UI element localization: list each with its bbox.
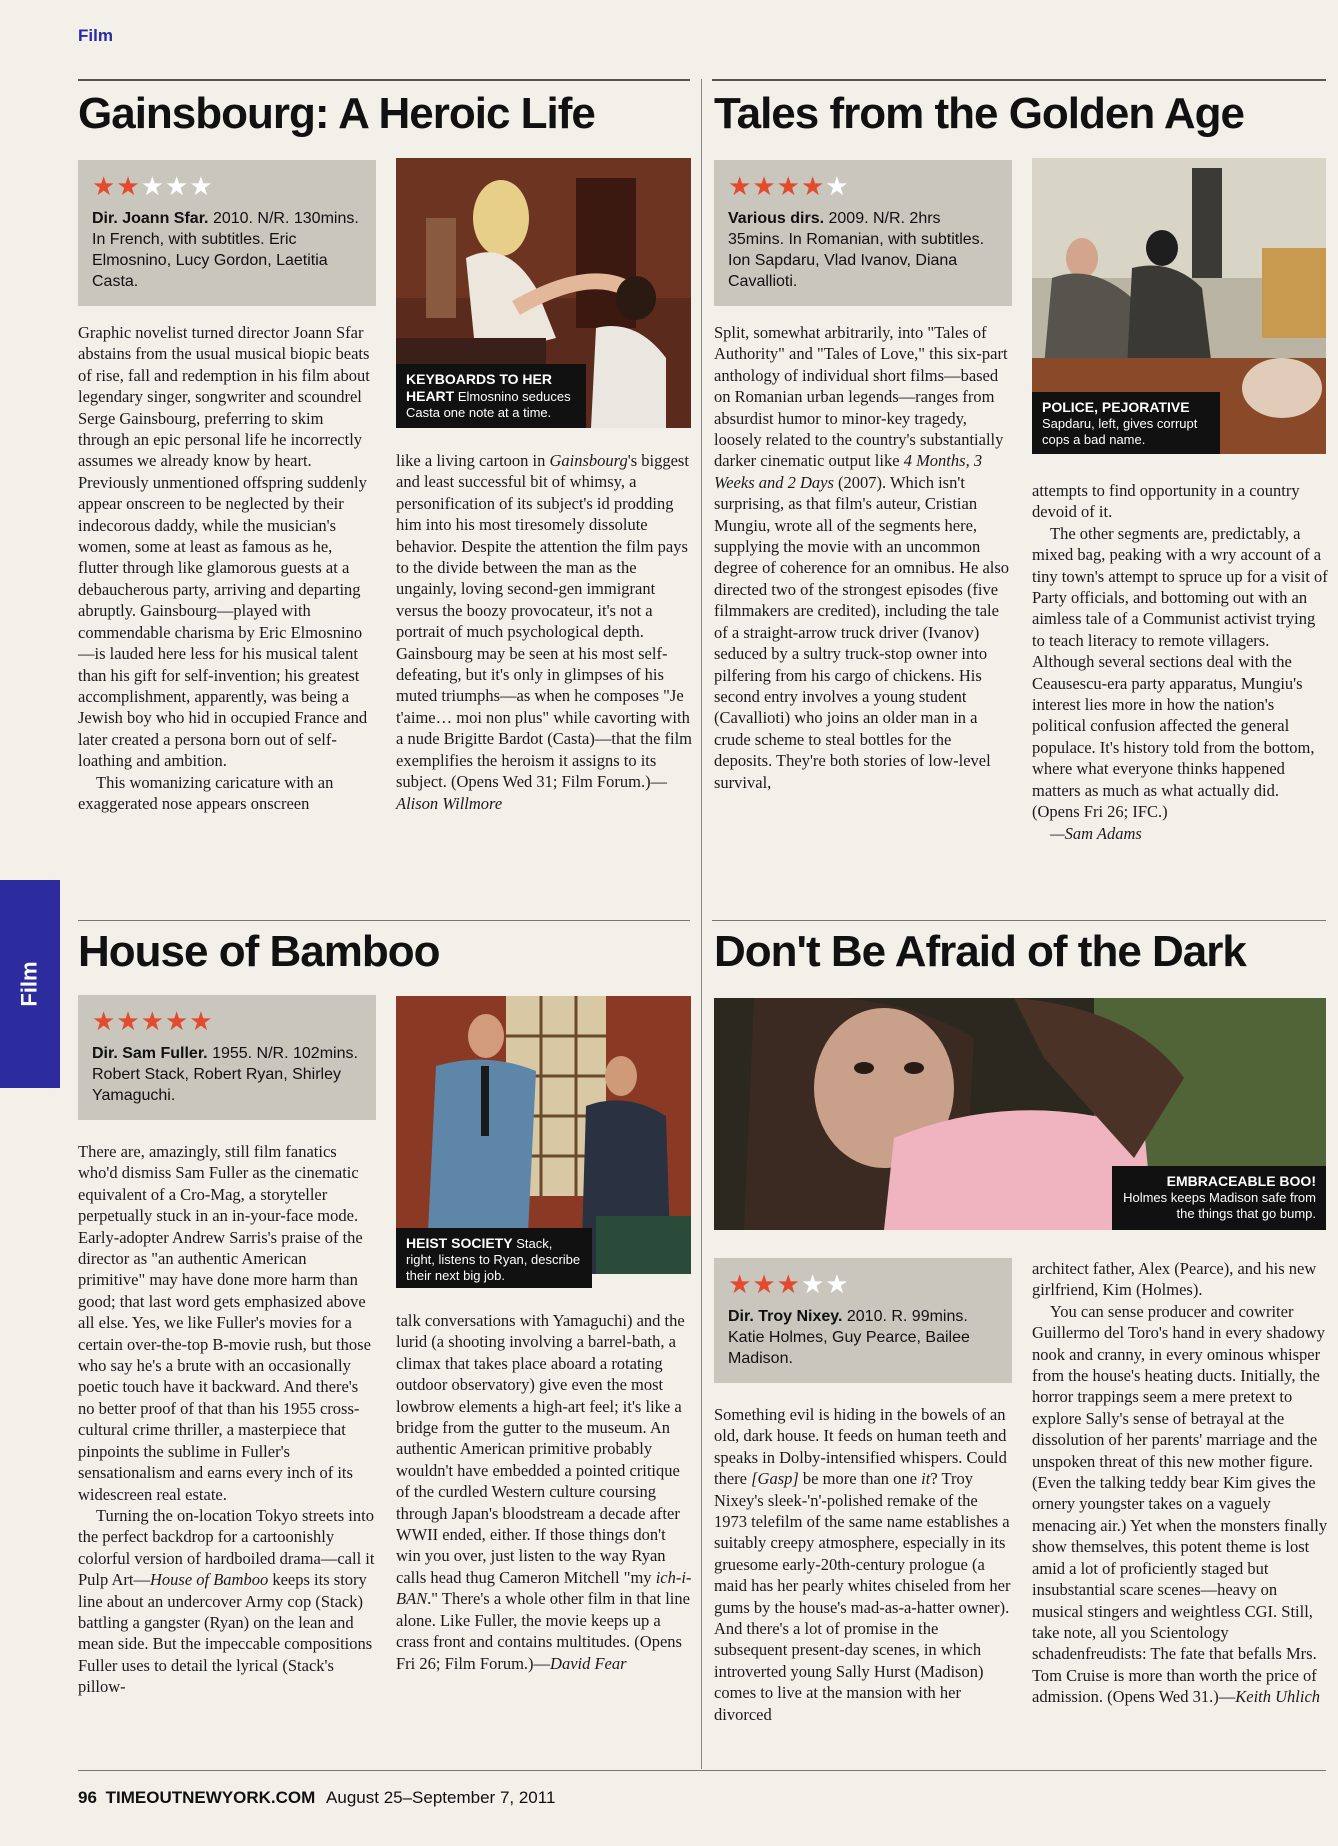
star-icon: ★ (728, 171, 753, 201)
review-director: Dir. Troy Nixey. (728, 1308, 843, 1325)
body-paragraph (714, 1404, 1012, 1725)
star-icon: ★ (800, 1269, 826, 1299)
review-title: Gainsbourg: A Heroic Life (78, 89, 595, 138)
page-footer (78, 1788, 555, 1808)
review-body-column (396, 1310, 692, 1674)
caption-text: Sapdaru, left, gives corrupt cops a bad name. (1042, 416, 1198, 447)
review-infobox (78, 160, 376, 306)
body-text: keeps its story line about an undercover Army cop (Stack) battling a gangster (Ryan) on the lean and mean side. But the impeccable compositions Fuller uses to detail the lyrical (Stack's pillow- (78, 1570, 373, 1697)
star-icon: ★ (728, 1269, 753, 1299)
body-italic: 4 Months, 3 Weeks and 2 Days (714, 451, 983, 492)
review-byline: David Fear (550, 1653, 627, 1673)
review-byline: Keith Uhlich (1235, 1687, 1321, 1707)
star-icon: ★ (752, 1269, 777, 1299)
body-paragraph: The other segments are, predictably, a mixed bag, peaking with a wry account of a tiny town's attempt to spruce up for a visit of Party officials, and bottoming out with an aimless tale of a Communist activist trying to teach literacy to remote villagers. Although several sections deal with the Ceausescu-era party apparatus, Mungiu's interest lies more in how the nation's political confusion affected the general populace. It's history told from the bottom, where what everyone thinks happened matters as much as what actually did. (Opens Fri 26; IFC.) (1032, 523, 1328, 822)
top-rule-right (712, 79, 1326, 81)
body-text: Split, somewhat arbitrarily, into "Tales of Authority" and "Tales of Love," this six-part anthology of individual short films—based on Romanian urban legends—ranges from absurdist humor to minor-key tragedy, loosely related to the country's substantially darker cinematic output like (714, 323, 1008, 471)
review-director: Dir. Sam Fuller. (92, 1045, 208, 1062)
review-director: Dir. Joann Sfar. (92, 210, 209, 227)
star-icon: ★ (140, 171, 165, 201)
review-byline (1032, 823, 1328, 844)
caption-heading: EMBRACEABLE BOO! (1166, 1173, 1316, 1189)
review-director: Various dirs. (728, 210, 825, 227)
star-icon: ★ (164, 171, 190, 201)
review-body-column (714, 322, 1012, 793)
star-icon: ★ (92, 1006, 117, 1036)
review-infobox (714, 1258, 1012, 1383)
star-icon: ★ (116, 171, 141, 201)
photo-caption (396, 1228, 592, 1288)
section-label: Film (78, 26, 113, 45)
star-icon: ★ (776, 1269, 801, 1299)
review-details: 2010. R. 99mins. Katie Holmes, Guy Pearce, Bailee Madison. (728, 1308, 970, 1367)
review-title: Tales from the Golden Age (714, 89, 1244, 138)
photo-caption (1112, 1166, 1326, 1230)
caption-heading: POLICE, PEJORATIVE (1042, 399, 1190, 415)
review-details: 2009. N/R. 2hrs 35mins. In Romanian, with subtitles. Ion Sapdaru, Vlad Ivanov, Diana Cavallioti. (728, 210, 985, 290)
body-text: talk conversations with Yamaguchi) and the lurid (a shooting involving a barrel-bath, a climax that takes place aboard a rotating outdoor observatory) give even the most lowbrow elements a high-art feel; it's like a bridge from the gutter to the museum. An authentic American primitive probably wouldn't have embedded a pointed critique of the curdled Western culture coursing through Japan's bloodstream a decade after WWII ended, either. If those things don't win you over, just listen to the way Ryan calls head thug Cameron Mitchell "my (396, 1311, 685, 1587)
body-paragraph: This womanizing caricature with an exaggerated nose appears onscreen (78, 772, 334, 813)
body-paragraph: Graphic novelist turned director Joann Sfar abstains from the usual musical biopic beats of rise, fall and redemption in his film about legendary singer, songwriter and scoundrel Serge Gainsbourg, preferring to skim through an epic personal life he incorrectly assumes we already know by heart. Previously unmentioned offspring suddenly appear onscreen to be neglected by their indecorous daddy, while the musician's women, some at least as famous as he, flutter through like glamorous guests at a debaucherous party, arriving and departing abruptly. Gainsbourg—played with commendable charisma by Eric Elmosnino—is lauded here less for his musical talent than his gift for self-invention; his greatest accomplishment, apparently, was being a Jewish boy who hid in occupied France and later created a persona born out of self-loathing and ambition. (78, 323, 370, 771)
body-paragraph (78, 1505, 376, 1698)
body-paragraph: attempts to find opportunity in a country devoid of it. (1032, 481, 1300, 522)
review-body-column (714, 1404, 1012, 1725)
body-italic: it (921, 1469, 931, 1489)
caption-text: Holmes keeps Madison safe from the things that go bump. (1123, 1190, 1316, 1221)
review-title: House of Bamboo (78, 927, 440, 976)
body-text: Turning the on-location Tokyo streets into the perfect backdrop for a cartoonishly colorful version of hardboiled drama—call it Pulp Art— (78, 1505, 375, 1590)
star-icon: ★ (752, 171, 777, 201)
body-italic: [Gasp] (751, 1469, 799, 1489)
review-infobox (78, 995, 376, 1120)
body-text: ? Troy Nixey's sleek-'n'-polished remake of the 1973 telefilm of the same name establishes a suitably creepy atmosphere, especially in its gruesome early-20th-century prologue (a maid has her pearly whites chiseled from her gums by the house's mad-as-a-hatter owner). And there's a lot of promise in the subsequent present-day scenes, in which introverted young Sally Hurst (Madison) comes to live at the mansion with her divorced (714, 1469, 1011, 1724)
review-details: 1955. N/R. 102mins. Robert Stack, Robert Ryan, Shirley Yamaguchi. (92, 1045, 358, 1104)
body-paragraph: There are, amazingly, still film fanatics who'd dismiss Sam Fuller as the cinematic equivalent of a Cro-Mag, a storyteller perpetually stuck in an in-your-face mode. Early-adopter Andrew Sarris's praise of the director as "an authentic American primitive" may have done more harm than good; that last word gets emphasized above all else. Yes, we like Fuller's movies for a certain over-the-top B-movie rush, but those who say he's a brute with an occasionally poetic touch have it backward. And there's no better proof of that than his 1955 cross-cultural crime thriller, a masterpiece that pinpoints the sublime in Fuller's sensationalism and earns every inch of its widescreen real estate. (78, 1142, 371, 1504)
star-icon: ★ (776, 171, 801, 201)
photo-caption (1032, 392, 1220, 454)
caption-text: Elmosnino seduces Casta one note at a time. (406, 389, 571, 420)
star-icon: ★ (825, 1269, 850, 1299)
star-icon: ★ (825, 171, 850, 201)
caption-heading: HEIST SOCIETY (406, 1235, 513, 1251)
body-text: Something evil is hiding in the bowels of an old, dark house. It feeds on human teeth and speaks in Dolby-intensified whispers. Could there (714, 1405, 1007, 1489)
body-text: be more than one (798, 1469, 922, 1489)
body-italic: ich-i-BAN (396, 1567, 692, 1609)
mid-rule-left (78, 920, 690, 921)
photo-caption (396, 364, 586, 428)
star-icon: ★ (92, 171, 117, 201)
body-text: like a living cartoon in (396, 451, 550, 470)
page-number: 96 (78, 1788, 97, 1807)
body-paragraph (1032, 1301, 1330, 1708)
star-icon: ★ (189, 171, 214, 201)
caption-heading: KEYBOARDS TO HER HEART (406, 371, 552, 404)
body-paragraph (396, 1310, 692, 1674)
side-tab-label: Film (16, 961, 42, 1007)
star-icon: ★ (164, 1006, 190, 1036)
star-icon: ★ (189, 1006, 214, 1036)
body-paragraph (396, 450, 692, 814)
review-body-column (1032, 1258, 1330, 1708)
caption-text: Stack, right, listens to Ryan, describe their next big job. (406, 1236, 581, 1283)
top-rule-left (78, 79, 690, 81)
review-credits (92, 1043, 362, 1106)
body-paragraph (714, 322, 1012, 793)
body-text: ." There's a whole other film in that line alone. Like Fuller, the movie keeps up a crass front and contains multitudes. (Opens Fri 26; Film Forum.)— (396, 1589, 690, 1673)
side-tab (0, 880, 60, 1088)
body-italic: House of Bamboo (149, 1570, 269, 1590)
column-divider (701, 79, 702, 1769)
review-body-column (78, 1141, 376, 1698)
star-rating (92, 1007, 362, 1035)
byline-text: —Sam Adams (1050, 823, 1142, 843)
star-icon: ★ (116, 1006, 141, 1036)
review-infobox (714, 160, 1012, 306)
review-details: 2010. N/R. 130mins. In French, with subtitles. Eric Elmosnino, Lucy Gordon, Laetitia Casta. (92, 210, 359, 290)
body-text: You can sense producer and cowriter Guillermo del Toro's hand in every shadowy nook and cranny, in every ominous whisper from the house's heating ducts. Initially, the horror trappings seem a mere pretext to explore Sally's sense of betrayal at the dissolution of her parents' marriage and the unspoken threat of this new mother figure. (Even the talking teddy bear Kim gives the ornery youngster takes on a vaguely menacing air.) Yet when the monsters finally show themselves, this potent theme is lost amid a lot of proficiently staged but insubstantial scare scenes—heavy on musical stingers and weightless CGI. Still, take note, all you Scientology schadenfreudists: The fate that befalls Mrs. Tom Cruise is more than worth the price of admission. (Opens Wed 31.)— (1032, 1301, 1328, 1707)
review-credits (728, 1306, 998, 1369)
star-rating (92, 172, 362, 200)
star-icon: ★ (800, 171, 826, 201)
body-text: 's biggest and least successful bit of whimsy, a personification of its subject's id prodding him into his most tiresomely dissolute behavior. Despite the attention the film pays to the divide between the man as the ungainly, loving second-gen immigrant versus the boozy provocateur, it's not a portrait of much psychological depth. Gainsbourg may be seen at his most self-defeating, but it's only in glimpses of his muted triumphs—as when he composes "Je t'aime… moi non plus" while cavorting with a nude Brigitte Bardot (Casta)—that the film exemplifies the heroism it assigns to its subject. (Opens Wed 31; Film Forum.)— (396, 451, 693, 792)
star-icon: ★ (140, 1006, 165, 1036)
mid-rule-right (712, 920, 1326, 921)
site-name: TIMEOUTNEWYORK.COM (105, 1788, 316, 1807)
star-rating (728, 172, 998, 200)
review-title: Don't Be Afraid of the Dark (714, 927, 1246, 976)
review-body-column (1032, 480, 1328, 844)
body-italic: Gainsbourg (549, 451, 628, 470)
review-credits (728, 208, 998, 292)
review-byline: Alison Willmore (396, 793, 503, 813)
issue-date: August 25–September 7, 2011 (326, 1788, 556, 1807)
review-body-column (78, 322, 376, 814)
review-body-column (396, 450, 692, 814)
body-paragraph: architect father, Alex (Pearce), and his new girlfriend, Kim (Holmes). (1032, 1259, 1317, 1300)
star-rating (728, 1270, 998, 1298)
body-text: (2007). Which isn't surprising, as that film's auteur, Cristian Mungiu, wrote all of the segments here, supplying the movie with an uncommon degree of coherence for an omnibus. He also directed two of the strongest episodes (five filmmakers are credited), including the tale of a straight-arrow truck driver (Ivanov) seduced by a sultry truck-stop owner into pilfering from his cargo of chickens. His second entry involves a young student (Cavallioti) who joins an older man in a crude scheme to steal bottles for the deposits. They're both stories of low-level survival, (714, 472, 1010, 792)
review-credits (92, 208, 362, 292)
footer-rule (78, 1770, 1326, 1771)
